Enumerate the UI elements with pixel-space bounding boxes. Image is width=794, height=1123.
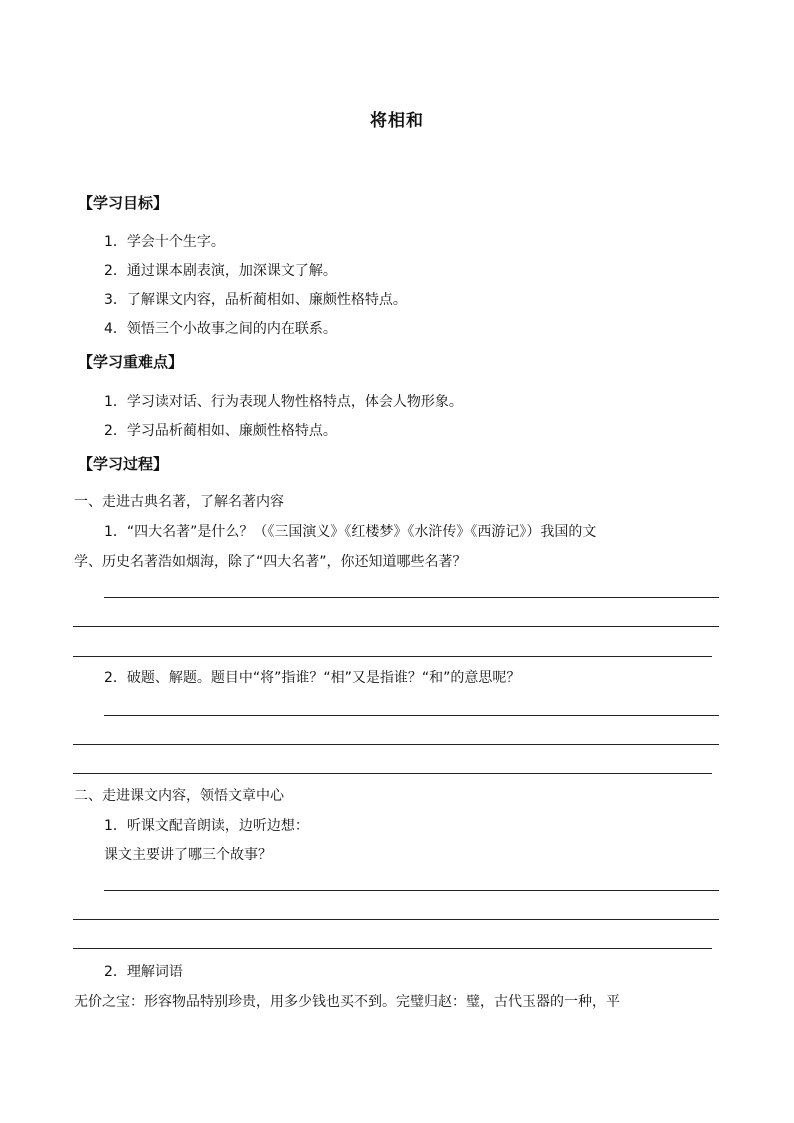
part2-question1: 1．听课文配音朗读，边听边想： — [104, 818, 309, 834]
section-heading-process: 【学习过程】 — [78, 455, 169, 473]
answer-line — [73, 948, 712, 949]
part2-question1-sub: 课文主要讲了哪三个故事？ — [104, 847, 272, 863]
answer-line — [73, 744, 719, 745]
part2-question2: 2．理解词语 — [104, 964, 183, 980]
key-point-item-2: 2．学习品析蔺相如、廉颇性格特点。 — [104, 423, 337, 439]
answer-line — [73, 656, 712, 657]
objective-item-1: 1．学会十个生字。 — [104, 234, 225, 250]
part2-heading: 二、走进课文内容，领悟文章中心 — [74, 788, 284, 804]
part1-heading: 一、走进古典名著，了解名著内容 — [74, 494, 284, 510]
objective-item-3: 3．了解课文内容，品析蔺相如、廉颇性格特点。 — [104, 292, 407, 308]
answer-line — [104, 597, 719, 598]
part1-question2: 2．破题、解题。题目中“将”指谁？“相”又是指谁？“和”的意思呢？ — [104, 670, 521, 686]
answer-line — [104, 890, 719, 891]
objective-item-2: 2．通过课本剧表演，加深课文了解。 — [104, 263, 337, 279]
section-heading-key-points: 【学习重难点】 — [78, 353, 184, 371]
key-point-item-1: 1．学习读对话、行为表现人物性格特点，体会人物形象。 — [104, 394, 463, 410]
answer-line — [104, 715, 719, 716]
objective-item-4: 4．领悟三个小故事之间的内在联系。 — [104, 321, 337, 337]
section-heading-objectives: 【学习目标】 — [78, 194, 169, 212]
part1-question1-line1: 1．“四大名著”是什么？（《三国演义》《红楼梦》《水浒传》《西游记》）我国的文 — [104, 524, 597, 540]
answer-line — [73, 919, 719, 920]
answer-line — [73, 773, 712, 774]
page-title: 将相和 — [370, 111, 424, 131]
vocab-line: 无价之宝：形容物品特别珍贵，用多少钱也买不到。完璧归赵：璧，古代玉器的一种，平 — [74, 994, 620, 1010]
part1-question1-line2: 学、历史名著浩如烟海，除了“四大名著”，你还知道哪些名著？ — [74, 554, 467, 570]
answer-line — [73, 626, 719, 627]
